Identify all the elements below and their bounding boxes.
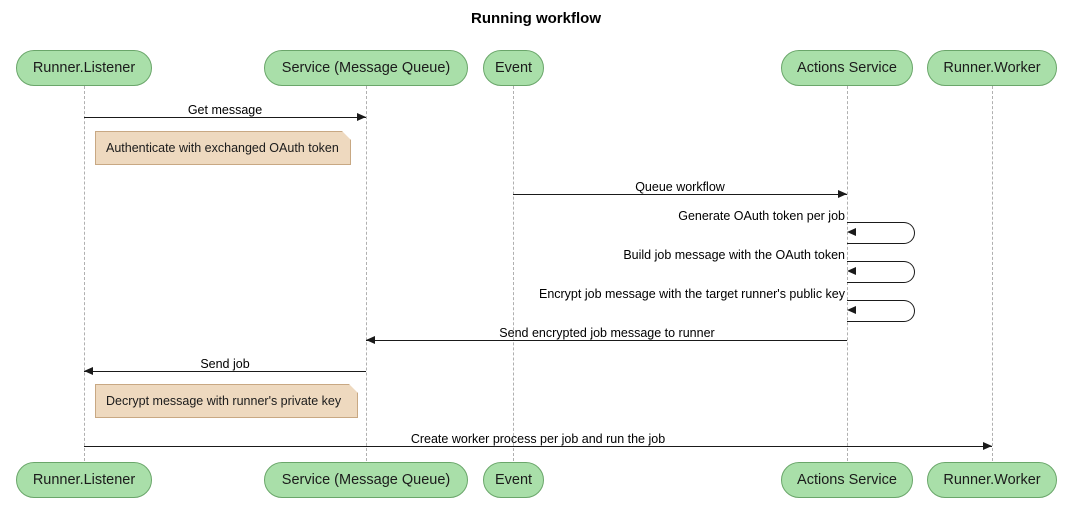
message-line-create-worker-process [84,446,992,447]
arrow-head-generate-oauth-token [847,228,856,236]
lifeline-runner-worker [992,86,993,461]
message-label-build-job-message: Build job message with the OAuth token [623,248,845,262]
actor-actions-service-bottom[interactable]: Actions Service [781,462,913,498]
message-line-send-encrypted-job-message [366,340,847,341]
message-label-encrypt-job-message: Encrypt job message with the target runner's public key [538,287,845,301]
arrow-head-get-message [357,113,366,121]
arrow-head-queue-workflow [838,190,847,198]
self-loop-encrypt-job-message [847,300,915,322]
arrow-head-encrypt-job-message [847,306,856,314]
arrow-head-build-job-message [847,267,856,275]
actor-actions-service-top[interactable]: Actions Service [781,50,913,86]
message-label-queue-workflow: Queue workflow [635,180,725,194]
lifeline-runner-listener [84,86,85,461]
message-label-send-encrypted-job-message: Send encrypted job message to runner [499,326,715,340]
message-label-generate-oauth-token: Generate OAuth token per job [678,209,845,223]
actor-event-bottom[interactable]: Event [483,462,544,498]
arrow-head-send-encrypted-job-message [366,336,375,344]
message-label-get-message: Get message [187,103,263,117]
page-title: Running workflow [471,10,601,27]
actor-service-message-queue-top[interactable]: Service (Message Queue) [264,50,468,86]
actor-runner-worker-bottom[interactable]: Runner.Worker [927,462,1057,498]
lifeline-service-message-queue [366,86,367,461]
note-authenticate: Authenticate with exchanged OAuth token [95,131,351,165]
message-label-create-worker-process: Create worker process per job and run the job [410,432,666,446]
actor-runner-listener-bottom[interactable]: Runner.Listener [16,462,152,498]
message-line-send-job [84,371,366,372]
arrow-head-send-job [84,367,93,375]
actor-runner-listener-top[interactable]: Runner.Listener [16,50,152,86]
actor-event-top[interactable]: Event [483,50,544,86]
note-fold-decrypt [349,384,358,393]
message-line-queue-workflow [513,194,847,195]
note-fold-authenticate [342,131,351,140]
self-loop-generate-oauth-token [847,222,915,244]
lifeline-event [513,86,514,461]
message-line-get-message [84,117,366,118]
note-decrypt: Decrypt message with runner's private key [95,384,358,418]
self-loop-build-job-message [847,261,915,283]
actor-runner-worker-top[interactable]: Runner.Worker [927,50,1057,86]
arrow-head-create-worker-process [983,442,992,450]
message-label-send-job: Send job [200,357,250,371]
actor-service-message-queue-bottom[interactable]: Service (Message Queue) [264,462,468,498]
